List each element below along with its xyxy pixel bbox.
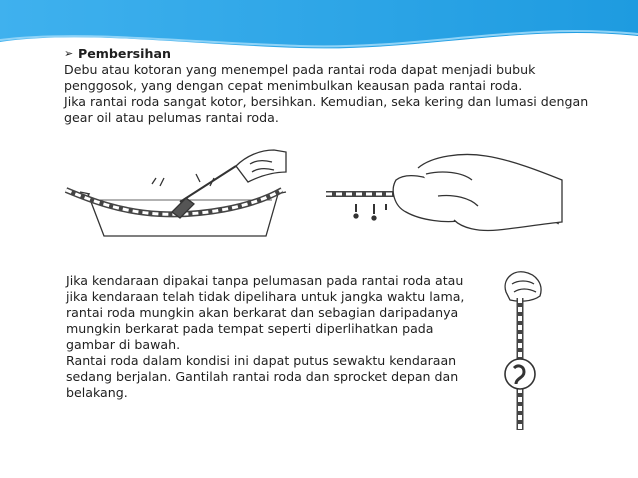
bottom-line: gambar di bawah.: [66, 337, 181, 352]
bottom-line: rantai roda mungkin akan berkarat dan sebagian daripadanya: [66, 305, 459, 320]
chain-wiping-illustration: [322, 150, 572, 242]
bottom-line: belakang.: [66, 385, 128, 400]
heading-text: Pembersihan: [78, 46, 171, 61]
bottom-line: Rantai roda dalam kondisi ini dapat putus sewaktu kendaraan: [66, 353, 457, 368]
rust-warning-section: [66, 273, 476, 401]
bottom-line: mungkin berkarat pada tempat seperti diperlihatkan pada: [66, 321, 434, 336]
rusted-chain-illustration: [488, 262, 548, 434]
top-line: gear oil atau pelumas rantai roda.: [64, 110, 279, 125]
bottom-line: Jika kendaraan dipakai tanpa pelumasan pada rantai roda atau: [66, 273, 464, 288]
top-line: Debu atau kotoran yang menempel pada rantai roda dapat menjadi bubuk: [64, 62, 536, 77]
bottom-line: jika kendaraan telah tidak dipelihara untuk jangka waktu lama,: [66, 289, 465, 304]
bottom-line: sedang berjalan. Gantilah rantai roda dan sprocket depan dan: [66, 369, 459, 384]
arrow-bullet-icon: ➢: [64, 47, 74, 60]
top-line: penggosok, yang dengan cepat menimbulkan keausan pada rantai roda.: [64, 78, 523, 93]
section-heading: [64, 46, 624, 62]
chain-washing-illustration: [60, 142, 290, 242]
top-line: Jika rantai roda sangat kotor, bersihkan. Kemudian, seka kering dan lumasi dengan: [64, 94, 589, 109]
cleaning-section: [64, 46, 624, 126]
